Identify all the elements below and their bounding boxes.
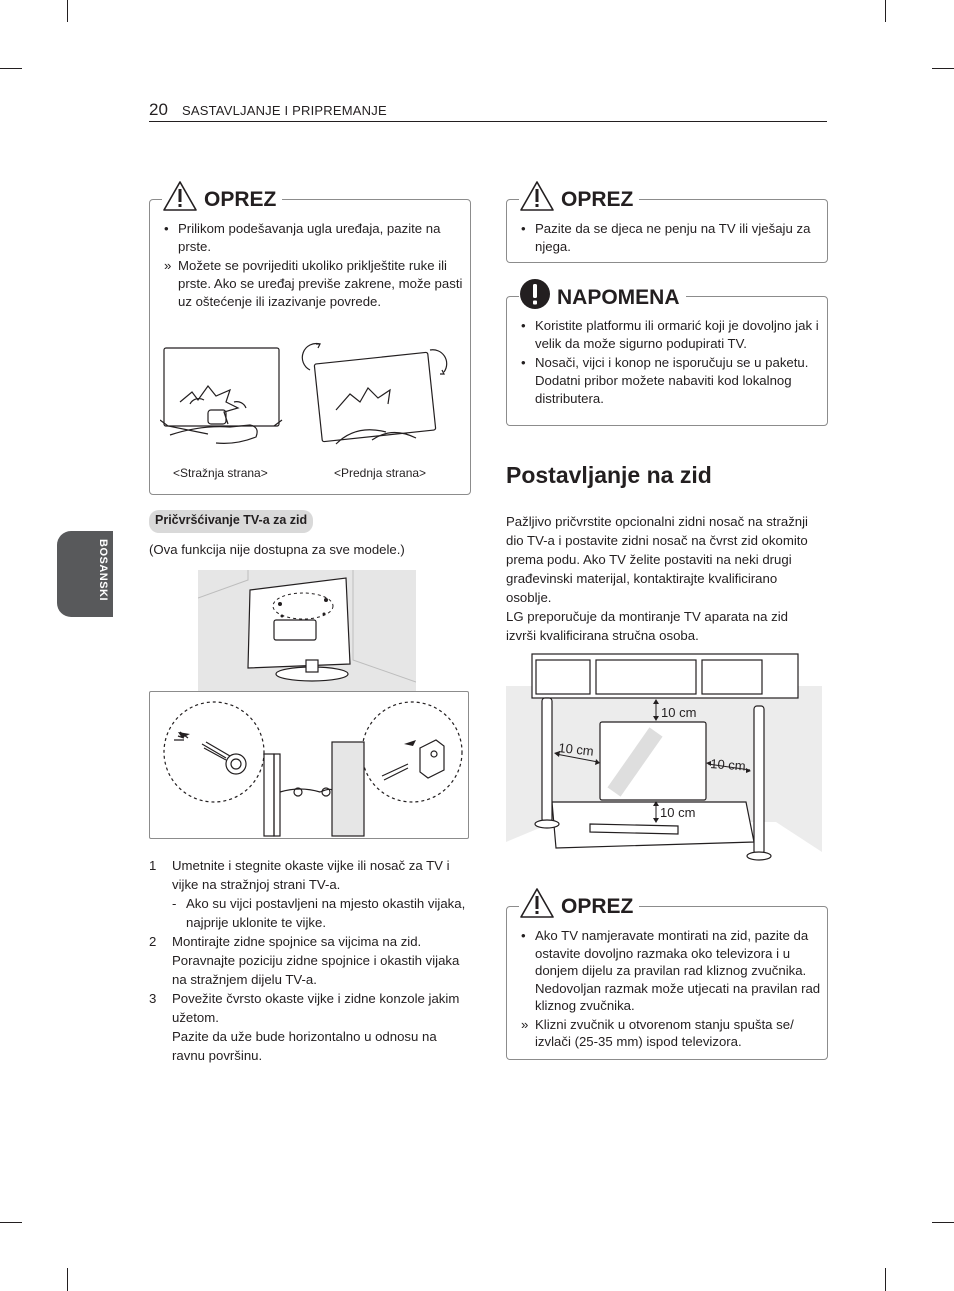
warning-triangle-icon [162, 180, 198, 212]
list-item: 2 Montirajte zidne spojnice sa vijcima na zid. Poravnajte poziciju zidne spojnice i okastih vijaka na stražnjem dijelu TV-a. [149, 934, 460, 987]
wall-paragraph: LG preporučuje da montiranje TV aparata na zid izvrši kvalificirana stručna osoba. [506, 609, 788, 643]
language-tab-label: BOSANSKI [97, 539, 109, 602]
list-item: 1 Umetnite i stegnite okaste vijke ili nosač za TV i vijke na stražnjoj strani TV-a. - Ako su vijci postavljeni na mjesto okastih vijaka, najprije uklonite te vijke. [149, 858, 466, 930]
warning-triangle-icon [519, 887, 555, 919]
crop-mark [932, 1222, 954, 1223]
wall-paragraph: Pažljivo pričvrstite opcionalni zidni nosač na stražnji dio TV-a i postavite zidni nosač na čvrst zid okomito prema podu. Ako TV želite postaviti na neki drugi građevinski materijal, kontaktirajte kvalificirano osoblje. [506, 514, 808, 605]
list-item: 3 Povežite čvrsto okaste vijke i zidne konzole jakim užetom. Pazite da uže bude horizontalno u odnosu na ravnu površinu. [149, 991, 460, 1063]
crop-mark [67, 0, 68, 22]
list-item: • Nosači, vijci i konop ne isporučuju se u paketu. Dodatni pribor možete nabaviti kod lokalnog distributera. [521, 355, 809, 406]
tv-back-wall-illustration [198, 570, 416, 692]
caution-title: OPREZ [519, 883, 639, 919]
clearance-top: 10 cm [661, 705, 697, 720]
bracket-illustration-box [149, 691, 469, 839]
caption-rear: <Stražnja strana> [173, 466, 268, 480]
list-item: • Pazite da se djeca ne penju na TV ili vješaju za njega. [521, 221, 811, 254]
availability-note: (Ova funkcija nije dostupna za sve modele.) [149, 542, 405, 557]
note-title: NAPOMENA [519, 272, 686, 310]
list-item: • Ako TV namjeravate montirati na zid, pazite da ostavite dovoljno razmaka oko televizora i u donjem dijelu za pravilan rad kliznog zvučnika. Nedovoljan razmak može utjecati na pravilan rad kliznog zvučnika. [521, 928, 821, 1013]
wall-clearance-diagram [506, 652, 822, 864]
caution-box-sliding-speaker [506, 906, 828, 1060]
list-item: » Možete se povrijediti ukoliko priklještite ruke ili prste. Ako se uređaj previše zakrene, može pasti uz oštećenje ili izazivanje povrede. [164, 258, 463, 309]
clearance-right: 10 cm [709, 756, 747, 774]
crop-mark [0, 1222, 22, 1223]
tv-pinch-illustration [160, 340, 460, 460]
subsection-label: Pričvršćivanje TV-a za zid [149, 510, 313, 533]
installation-steps [149, 856, 469, 1065]
exclamation-circle-icon [519, 278, 551, 310]
warning-triangle-icon [519, 180, 555, 212]
page-number: 20 [149, 100, 168, 119]
crop-mark [932, 68, 954, 69]
header-rule [149, 121, 827, 122]
list-item: • Koristite platformu ili ormarić koji je dovoljno jak i velik da može sigurno podupirati TV. [521, 318, 819, 351]
section-heading: Postavljanje na zid [506, 462, 712, 488]
crop-mark [67, 1268, 68, 1291]
eyebolt-bracket-illustration [150, 692, 468, 838]
list-item: » Klizni zvučnik u otvorenom stanju spušta se/ izvlači (25-35 mm) ispod televizora. [521, 1016, 794, 1049]
crop-mark [885, 0, 886, 22]
section-title: SASTAVLJANJE I PRIPREMANJE [182, 103, 387, 118]
caution-box-angle [149, 199, 471, 495]
language-tab [57, 531, 113, 617]
crop-mark [885, 1268, 886, 1291]
caution-title: OPREZ [162, 176, 282, 212]
list-item: • Prilikom podešavanja ugla uređaja, pazite na prste. [164, 221, 441, 254]
caption-front: <Prednja strana> [334, 466, 427, 480]
caution-title: OPREZ [519, 176, 639, 212]
crop-mark [0, 68, 22, 69]
note-box [506, 296, 828, 426]
clearance-bottom: 10 cm [660, 805, 696, 820]
clearance-left: 10 cm [557, 740, 595, 759]
